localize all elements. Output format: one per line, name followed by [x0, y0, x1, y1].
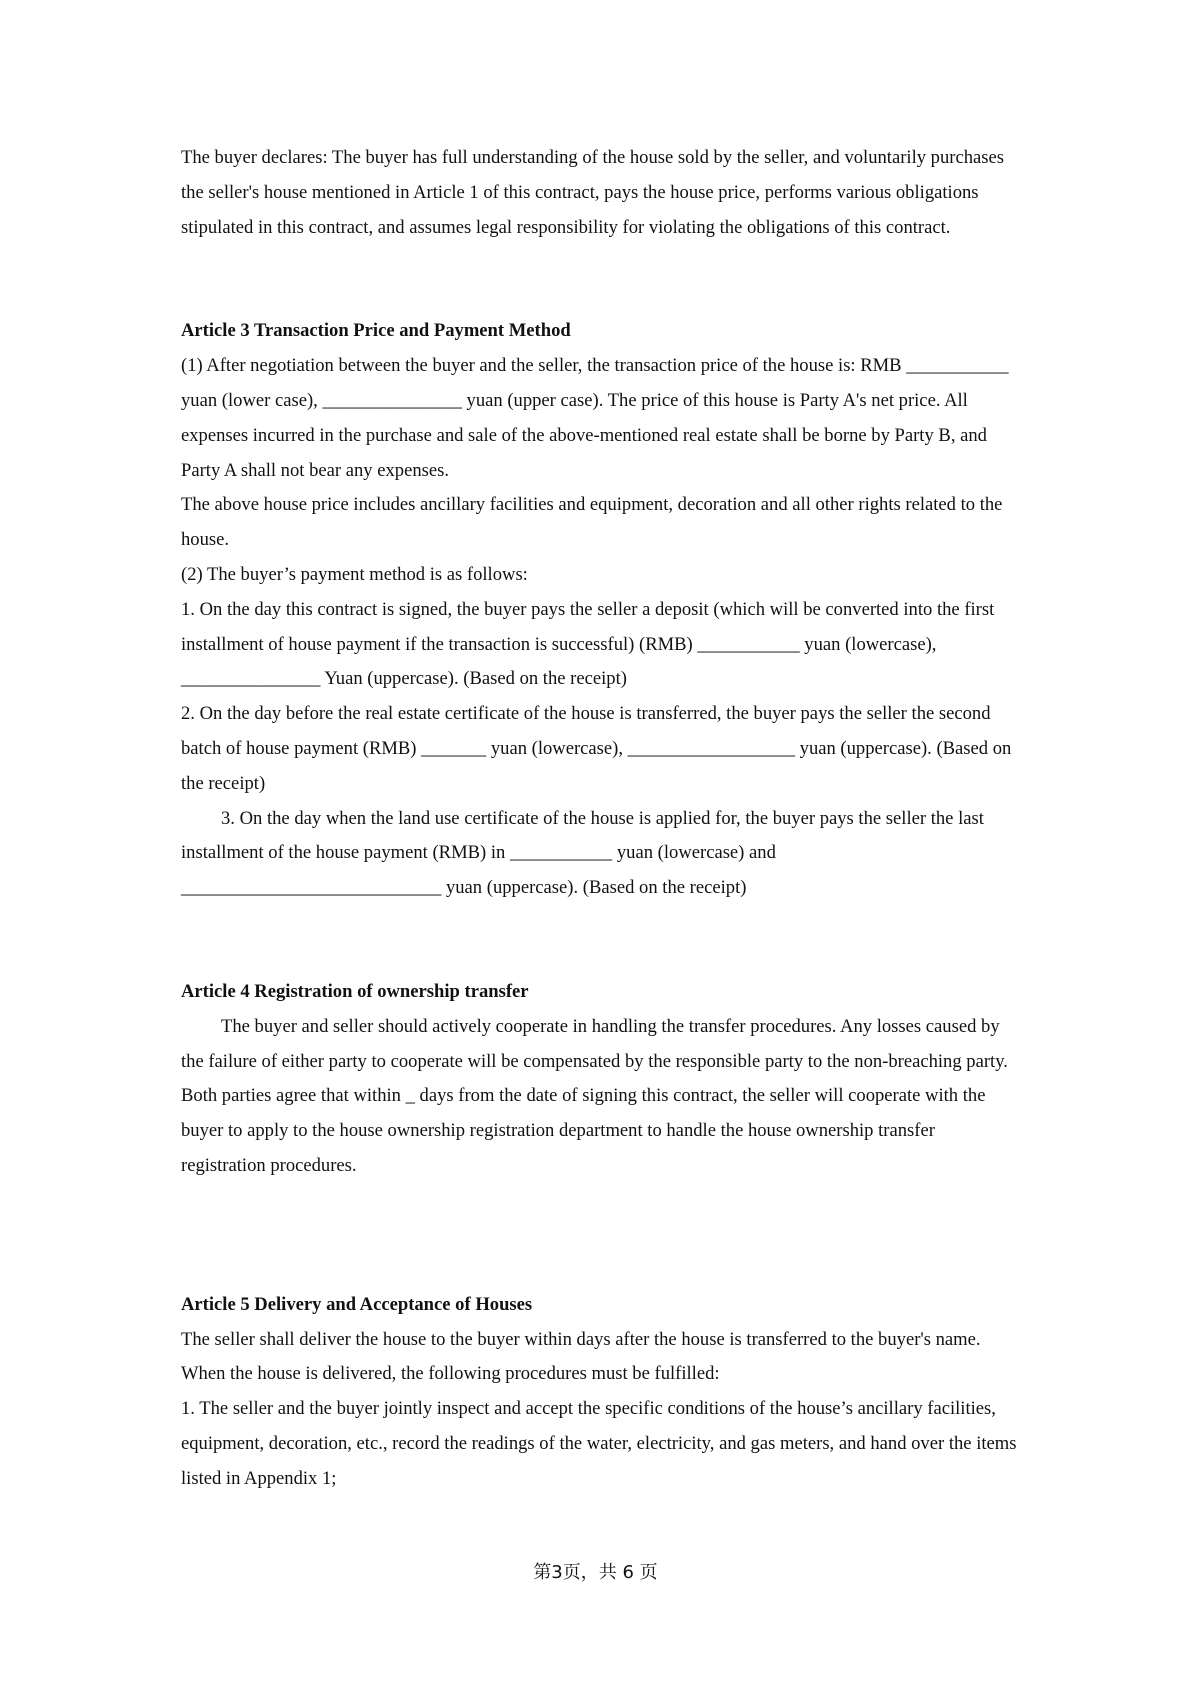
article-3-paragraph-3: (2) The buyer’s payment method is as follows: — [181, 563, 528, 585]
article-3-paragraph-1: (1) After negotiation between the buyer and the seller, the transaction price of the house is: RMB ___________ yuan (lower case), _______________ yuan (upper case). The price of this house is Party A's net price. All expenses incurred in the purchase and sale of the above-mentioned real estate shall be borne by Party B, and Party A shall not bear any expenses. — [181, 355, 1009, 481]
article-3-paragraph-5: 2. On the day before the real estate certificate of the house is transferred, the buyer pays the seller the second batch of house payment (RMB) _______ yuan (lowercase), __________________ yuan (uppercase). (Based on the receipt) — [181, 703, 1012, 794]
article-3-heading: Article 3 Transaction Price and Payment Method — [181, 320, 571, 342]
article-4-heading: Article 4 Registration of ownership transfer — [181, 980, 529, 1002]
buyer-declaration-paragraph: The buyer declares: The buyer has full understanding of the house sold by the seller, and voluntarily purchases the seller's house mentioned in Article 1 of this contract, pays the house price, performs various obligations stipulated in this contract, and assumes legal responsibility for violating the obligations of this contract. — [181, 147, 1005, 238]
article-5-paragraph-1: The seller shall deliver the house to the buyer within days after the house is transferred to the buyer's name. When the house is delivered, the following procedures must be fulfilled: — [181, 1328, 981, 1385]
article-3-paragraph-6: 3. On the day when the land use certificate of the house is applied for, the buyer pays the seller the last installment of the house payment (RMB) in ___________ yuan (lowercase) and ____________________________ yuan (uppercase). (Based on the receipt) — [181, 807, 984, 899]
document-body — [181, 141, 1023, 1497]
article-4-paragraph-1: The buyer and seller should actively cooperate in handling the transfer procedures. Any losses caused by the failure of either party to cooperate will be compensated by the responsible party to the non-breaching party. Both parties agree that within _ days from the date of signing this contract, the seller will cooperate with the buyer to apply to the house ownership registration department to handle the house ownership transfer registration procedures. — [181, 1015, 1008, 1176]
article-3-paragraph-4: 1. On the day this contract is signed, the buyer pays the seller a deposit (which will be converted into the first installment of house payment if the transaction is successful) (RMB) ___________ yuan (lowercase), _______________ Yuan (uppercase). (Based on the receipt) — [181, 598, 995, 690]
page-number-footer: 第3页，共 6 页 — [533, 1562, 658, 1583]
article-3-paragraph-2: The above house price includes ancillary facilities and equipment, decoration and all other rights related to the house. — [181, 494, 1003, 551]
article-5-heading: Article 5 Delivery and Acceptance of Houses — [181, 1293, 533, 1315]
article-5-paragraph-2: 1. The seller and the buyer jointly inspect and accept the specific conditions of the house’s ancillary facilities, equipment, decoration, etc., record the readings of the water, electricity, and gas meters, and hand over the items listed in Appendix 1; — [181, 1398, 1017, 1489]
